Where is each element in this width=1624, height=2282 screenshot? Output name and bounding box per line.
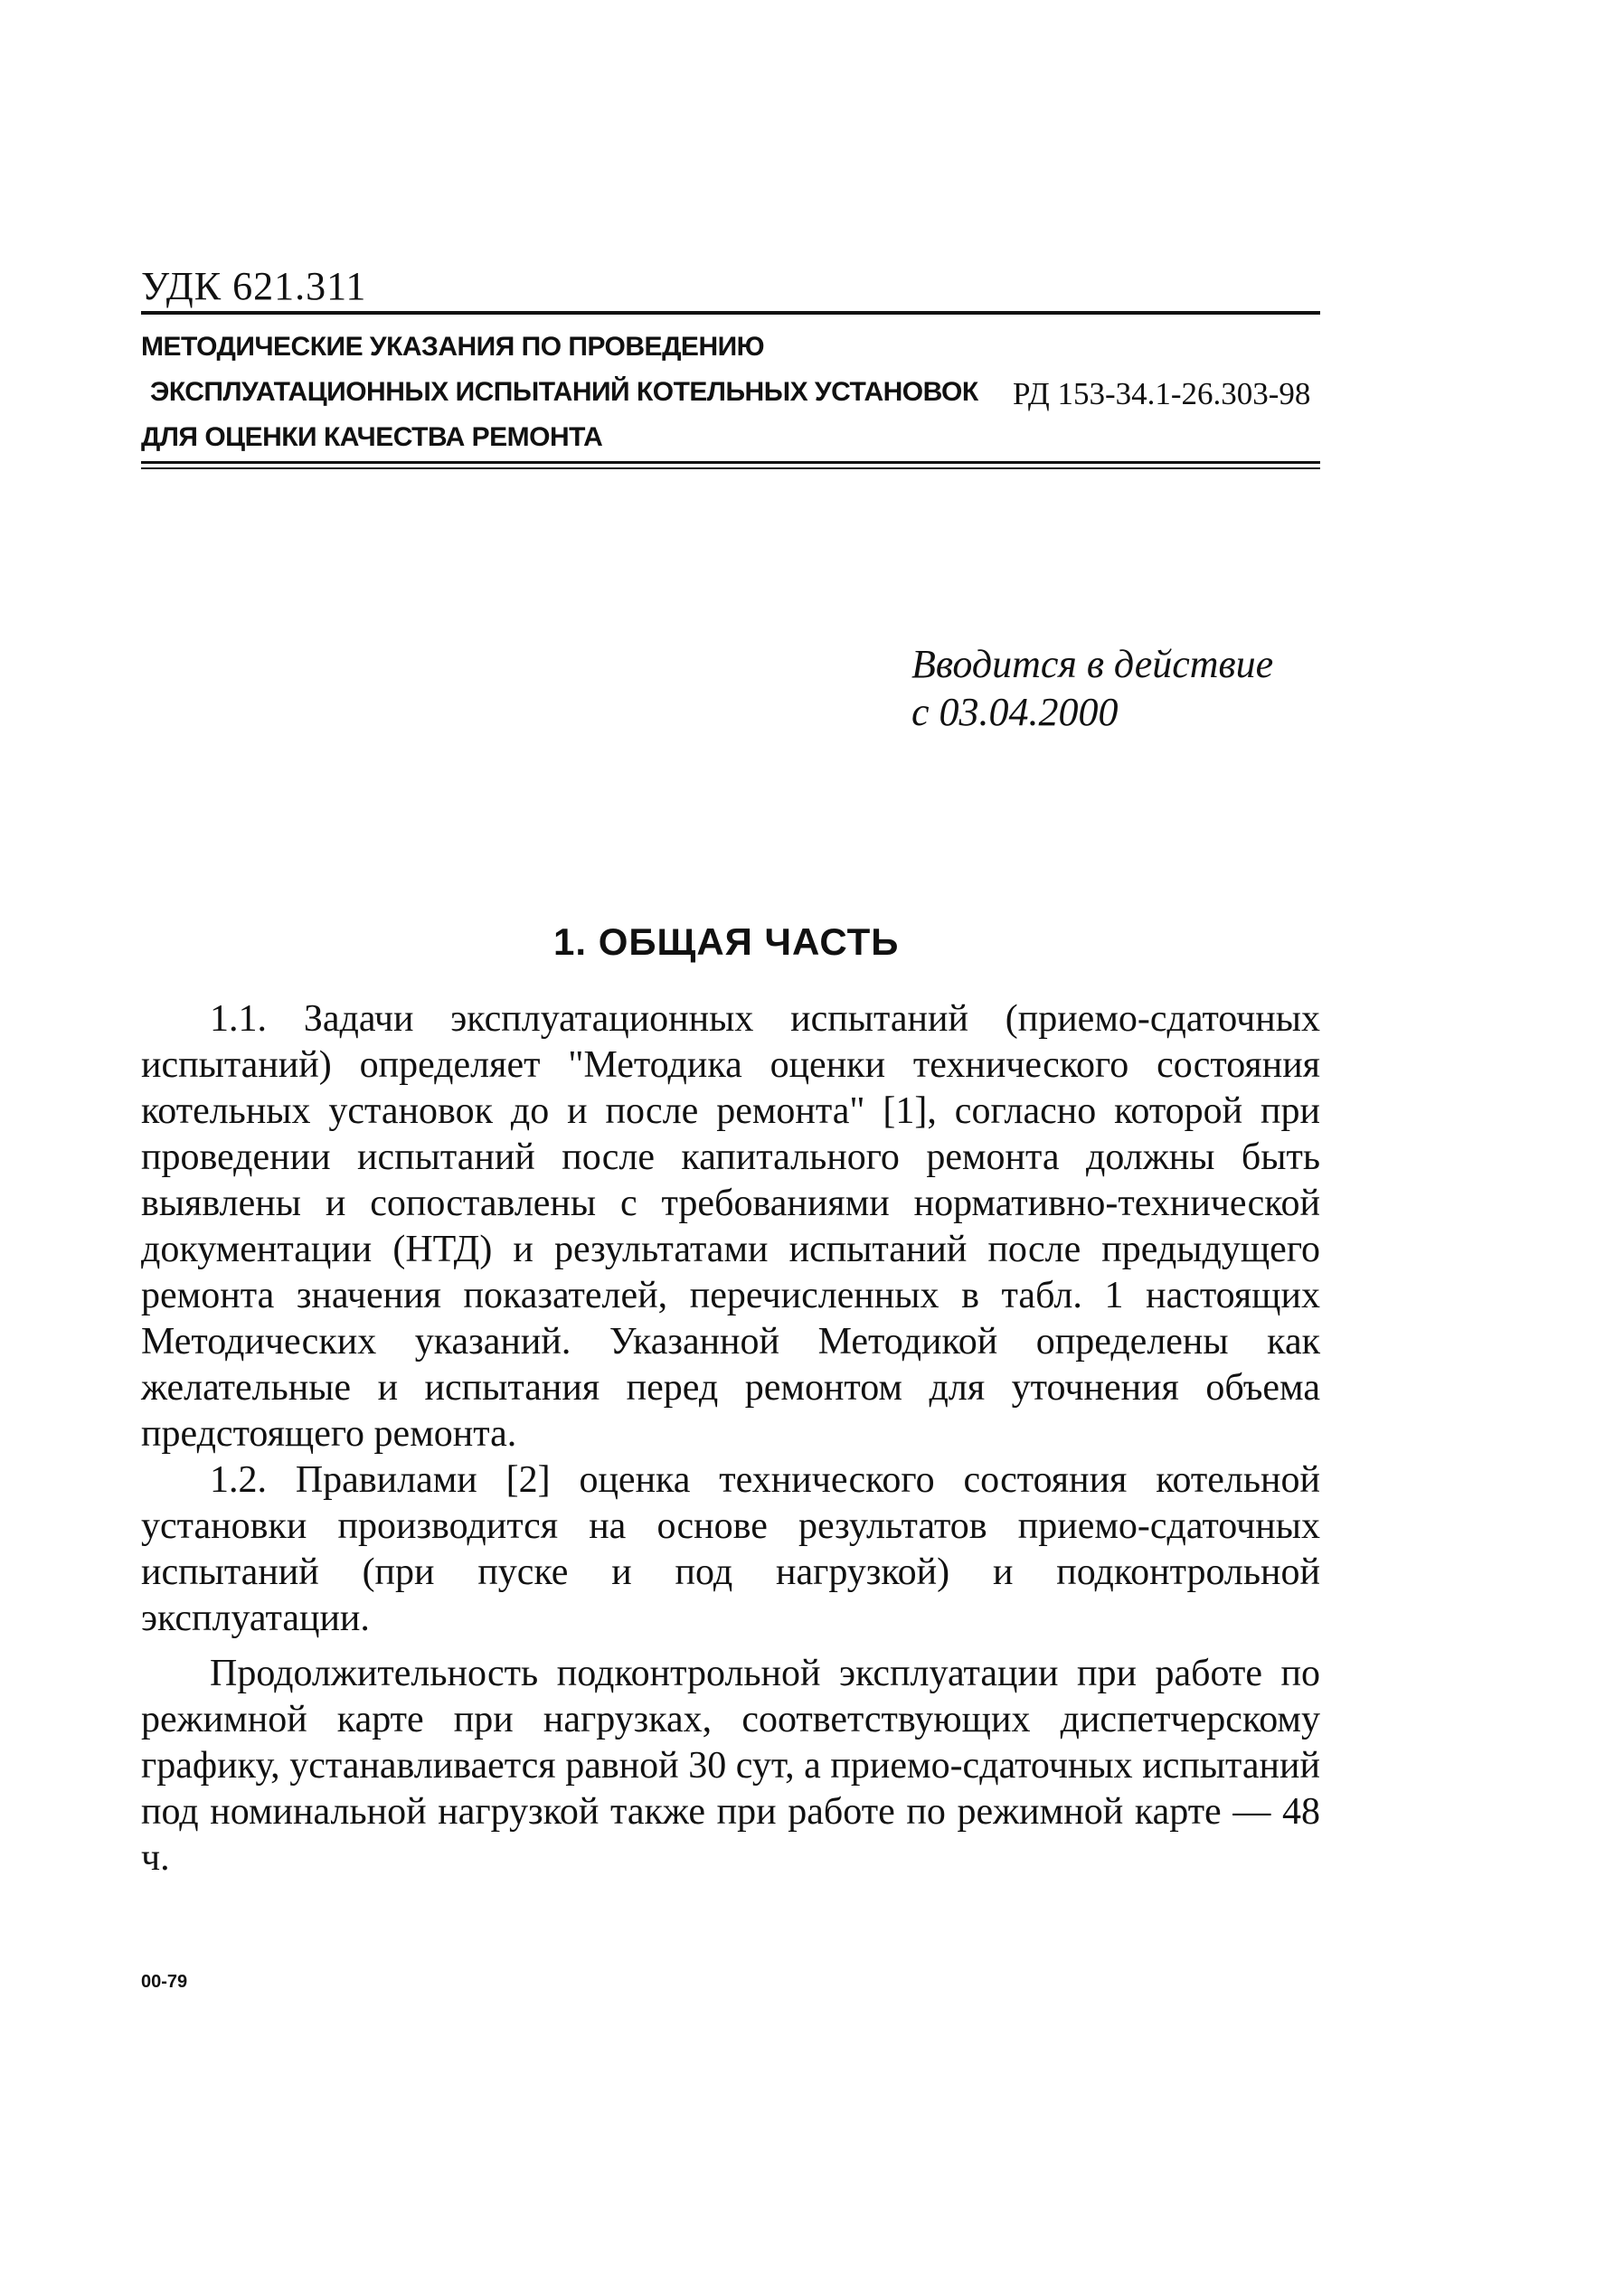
- paragraph-1-1: 1.1. Задачи эксплуатационных испытаний (приемо-сдаточных испытаний) определяет "Методика оценки технического состояния котельных установок до и после ремонта" [1], согласно которой при проведении испытаний после капитального ремонта должны быть выявлены и сопоставлены с требованиями нормативно-технической документации (НТД) и результатами испытаний после предыдущего ремонта значения показателей, перечисленных в табл. 1 настоящих Методических указаний. Указанной Методикой определены как желательные и испытания перед ремонтом для уточнения объема предстоящего ремонта.: [141, 998, 1320, 1455]
- header-bottom-rule: [141, 461, 1320, 464]
- effective-label: Вводится в действие: [911, 642, 1274, 686]
- document-title-line-1: МЕТОДИЧЕСКИЕ УКАЗАНИЯ ПО ПРОВЕДЕНИЮ: [141, 332, 765, 362]
- paragraph-1-2: 1.2. Правилами [2] оценка технического состояния котельной установки производится на основе результатов приемо-сдаточных испытаний (при пуске и под нагрузкой) и подконтрольной эксплуатации.: [141, 1459, 1320, 1639]
- section-heading: 1. ОБЩАЯ ЧАСТЬ: [553, 920, 900, 963]
- header-top-rule: [141, 311, 1320, 315]
- udk-code: УДК 621.311: [141, 264, 367, 308]
- document-code: РД 153-34.1-26.303-98: [1013, 376, 1311, 411]
- section-body: [141, 996, 1320, 1881]
- document-title-line-3: ДЛЯ ОЦЕНКИ КАЧЕСТВА РЕМОНТА: [141, 422, 603, 452]
- footer-code: 00-79: [141, 1972, 188, 1992]
- effective-date-block: [911, 640, 1273, 736]
- header-bottom-rule-secondary: [141, 467, 1320, 469]
- paragraph-duration: Продолжительность подконтрольной эксплуатации при работе по режимной карте при нагрузках, соответствующих диспетчерскому графику, устанавливается равной 30 сут, а приемо-сдаточных испытаний под номинальной нагрузкой также при работе по режимной карте — 48 ч.: [141, 1653, 1320, 1879]
- effective-date: с 03.04.2000: [911, 690, 1119, 734]
- document-title-line-2: ЭКСПЛУАТАЦИОННЫХ ИСПЫТАНИЙ КОТЕЛЬНЫХ УСТАНОВОК: [150, 377, 978, 407]
